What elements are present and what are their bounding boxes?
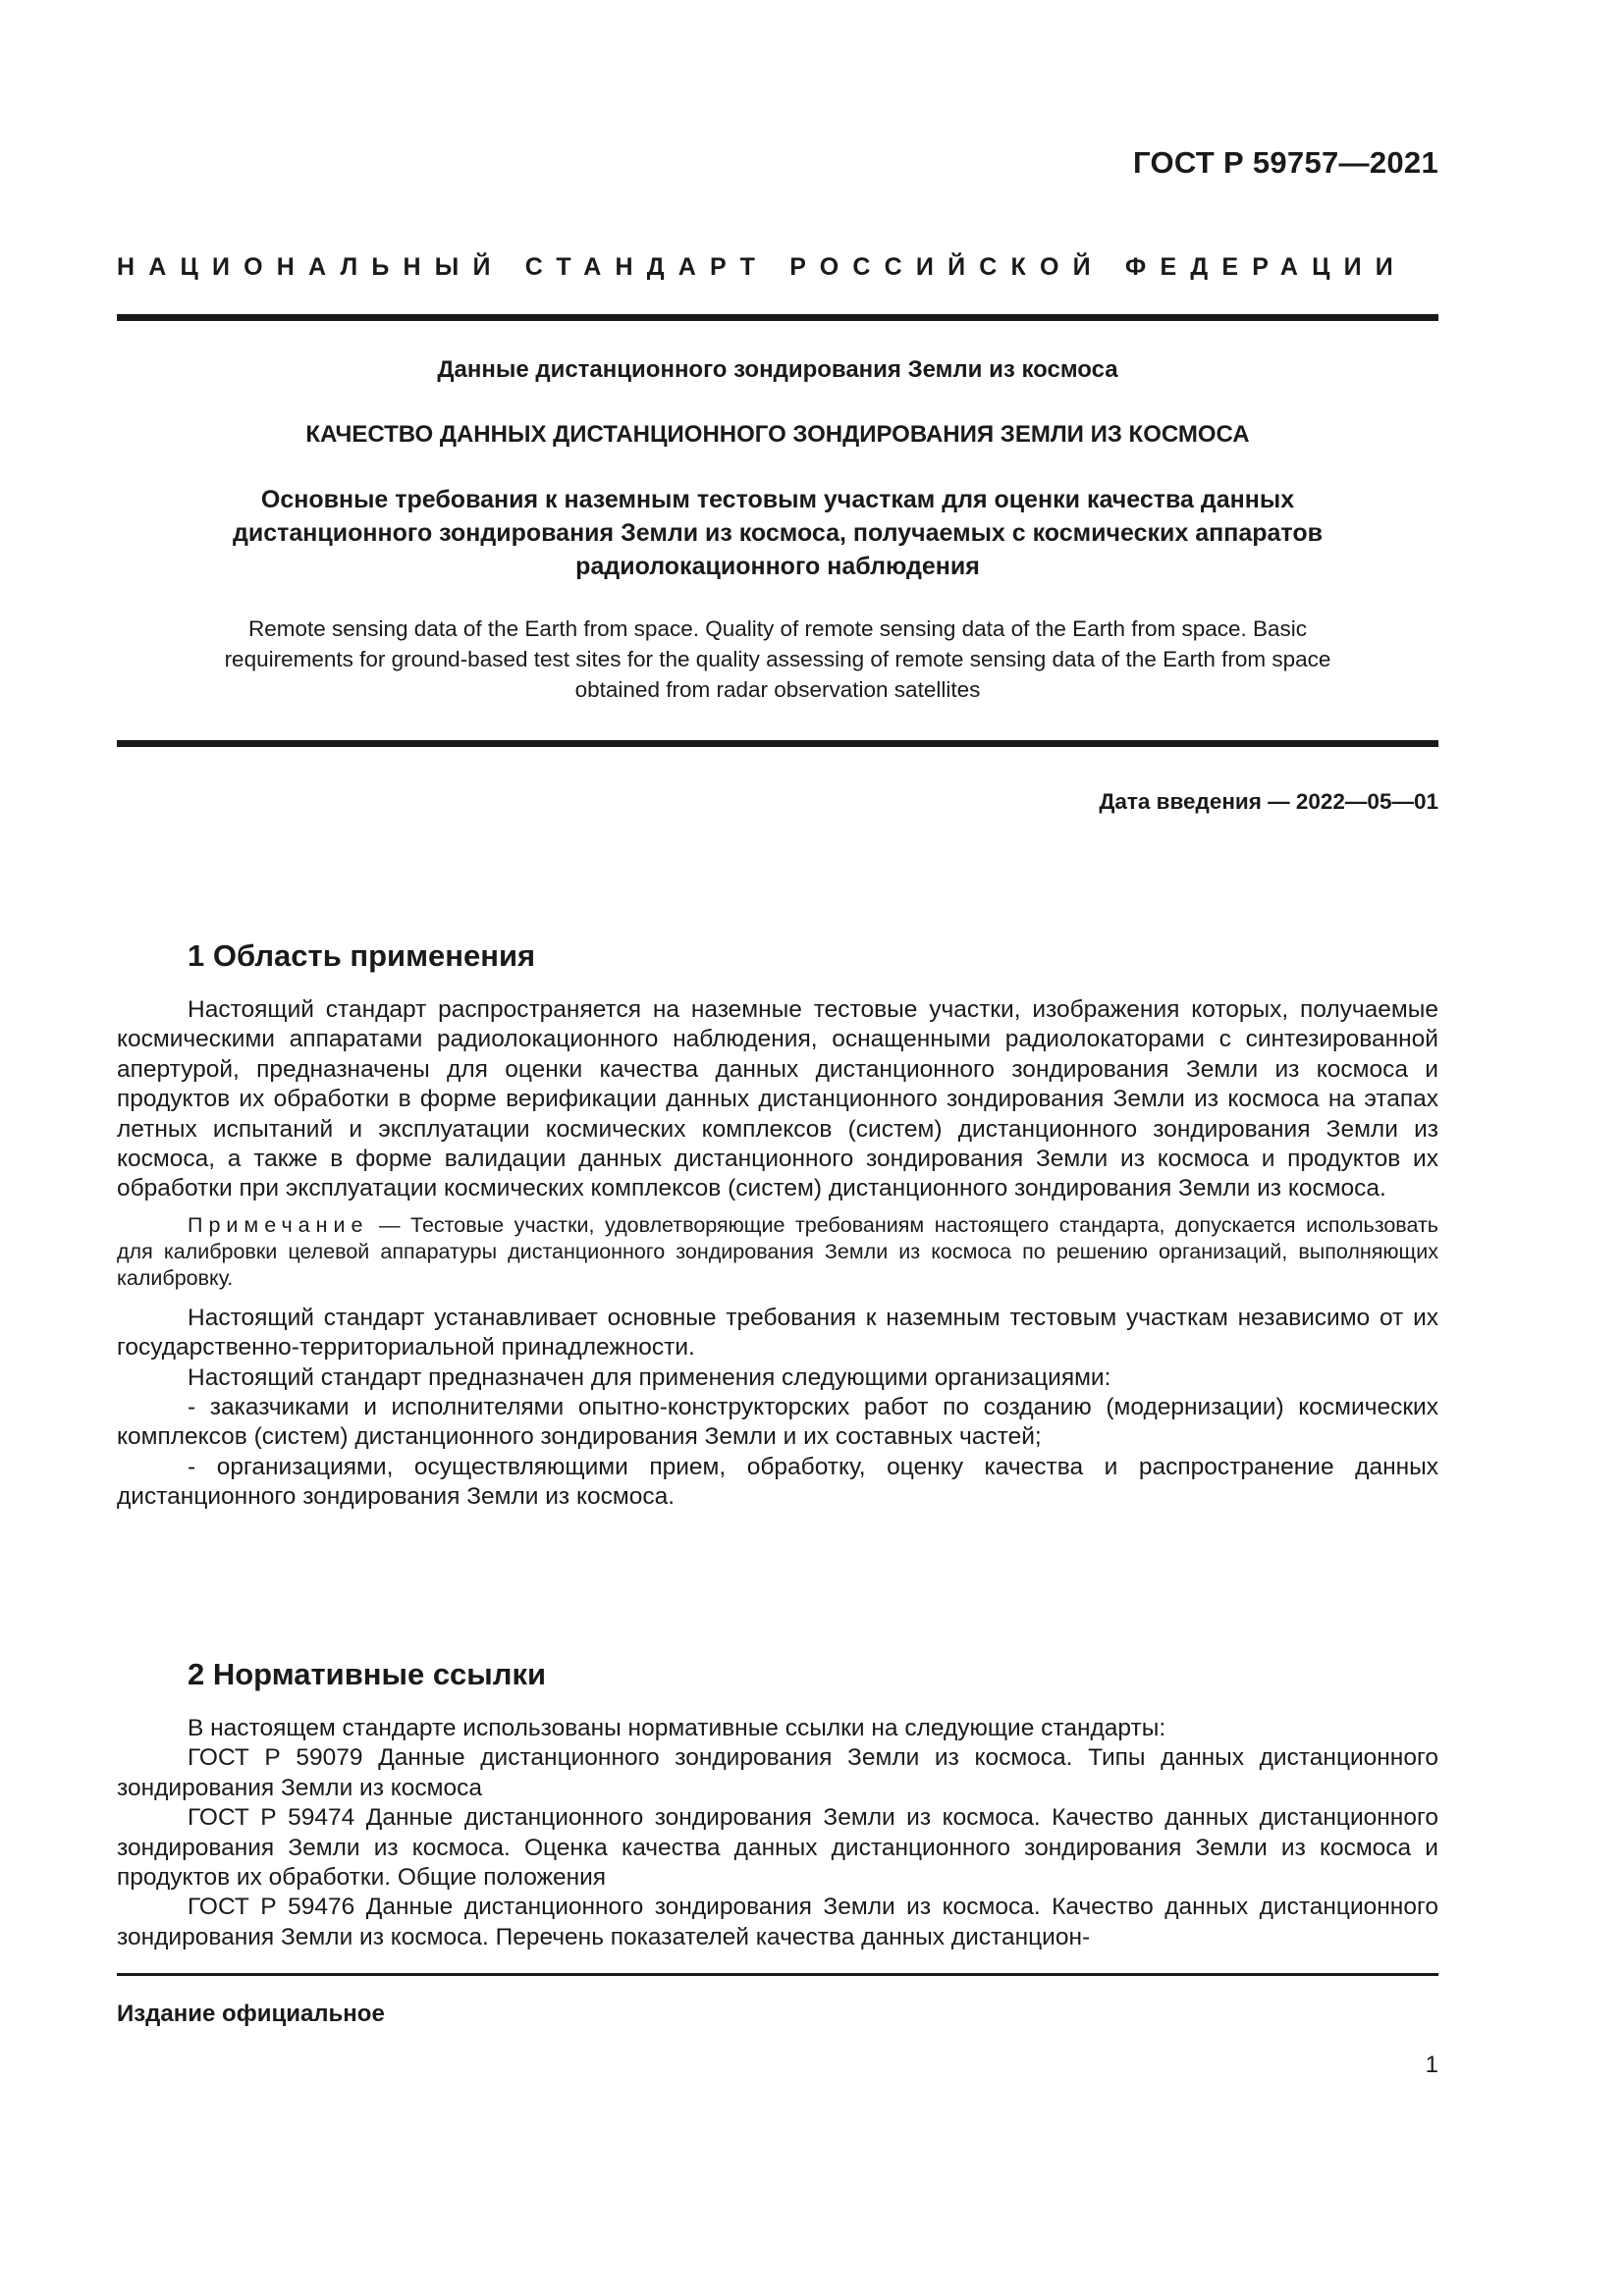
section-1-paragraph: Настоящий стандарт распространяется на наземные тестовые участки, изображения которых, получаемые космическими аппаратами радиолокационного наблюдения, оснащенными радиолокаторами с синтезированной апертурой, предназначены для оценки качества данных дистанционного зондирования Земли из космоса и продуктов их обработки в форме верификации данных дистанционного зондирования Земли из космоса на этапах летных испытаний и эксплуатации космических комплексов (систем) дистанционного зондирования Земли из космоса, а также в форме валидации данных дистанционного зондирования Земли из космоса и продуктов их обработки при эксплуатации космических комплексов (систем) дистанционного зондирования Земли из космоса. (117, 996, 1438, 1202)
standard-subtitle-line: Основные требования к наземным тестовым участкам для оценки качества данных (260, 486, 1295, 513)
standard-series-title: Данные дистанционного зондирования Земли из космоса (437, 356, 1118, 383)
section-2-paragraph: В настоящем стандарте использованы нормативные ссылки на следующие стандарты: (188, 1715, 1166, 1741)
top-divider (117, 314, 1438, 321)
section-2-reference: ГОСТ Р 59476 Данные дистанционного зондирования Земли из космоса. Качество данных дистанционного зондирования Земли из космоса. Перечень показателей качества данных дистанцион- (117, 1894, 1438, 1950)
page-number: 1 (1425, 2052, 1438, 2078)
national-standard-title: НАЦИОНАЛЬНЫЙ СТАНДАРТ РОССИЙСКОЙ ФЕДЕРАЦИИ (117, 253, 1407, 281)
standard-main-title: КАЧЕСТВО ДАННЫХ ДИСТАНЦИОННОГО ЗОНДИРОВАНИЯ ЗЕМЛИ ИЗ КОСМОСА (305, 421, 1250, 448)
note-label: Примечание (188, 1212, 369, 1237)
title-bottom-divider (117, 740, 1438, 747)
section-2-heading: 2 Нормативные ссылки (188, 1657, 547, 1691)
section-2-body (117, 1714, 1438, 1952)
section-1-heading: 1 Область применения (188, 938, 536, 973)
section-1-body (117, 995, 1438, 1513)
document-number: ГОСТ Р 59757—2021 (1133, 145, 1438, 180)
section-2-reference: ГОСТ Р 59474 Данные дистанционного зондирования Земли из космоса. Качество данных дистанционного зондирования Земли из космоса. Оценка качества данных дистанционного зондирования Земли из космоса и продуктов их обработки. Общие положения (117, 1804, 1438, 1892)
official-edition-label: Издание официальное (117, 2001, 385, 2027)
english-title-line: requirements for ground-based test sites for the quality assessing of remote sensing data of the Earth from space (224, 647, 1331, 671)
footer-divider (117, 1973, 1438, 1976)
section-1-note (117, 1212, 1438, 1292)
standard-subtitle-line: радиолокационного наблюдения (575, 553, 980, 580)
section-1-list-item: - заказчиками и исполнителями опытно-конструкторских работ по созданию (модернизации) космических комплексов (систем) дистанционного зондирования Земли и их составных частей; (117, 1394, 1438, 1451)
standard-subtitle (117, 483, 1438, 583)
section-2-reference: ГОСТ Р 59079 Данные дистанционного зондирования Земли из космоса. Типы данных дистанционного зондирования Земли из космоса (117, 1744, 1438, 1801)
section-1-list-item: - организациями, осуществляющими прием, обработку, оценку качества и распространение данных дистанционного зондирования Земли из космоса. (117, 1453, 1438, 1511)
standard-subtitle-line: дистанционного зондирования Земли из космоса, получаемых с космических аппаратов (233, 519, 1323, 547)
english-title-line: obtained from radar observation satellites (574, 677, 981, 702)
section-1-paragraph: Настоящий стандарт предназначен для применения следующими организациями: (188, 1363, 1111, 1391)
section-1-paragraph: Настоящий стандарт устанавливает основные требования к наземным тестовым участкам независимо от их государственно-территориальной принадлежности. (117, 1304, 1438, 1362)
english-title (117, 614, 1438, 705)
english-title-line: Remote sensing data of the Earth from space. Quality of remote sensing data of the Earth from space. Basic (247, 616, 1308, 641)
introduction-date: Дата введения — 2022—05—01 (1099, 789, 1438, 814)
note-text: — Тестовые участки, удовлетворяющие требованиям настоящего стандарта, допускается использовать для калибровки целевой аппаратуры дистанционного зондирования Земли из космоса по решению организаций, выполняющих калибровку. (117, 1212, 1438, 1290)
